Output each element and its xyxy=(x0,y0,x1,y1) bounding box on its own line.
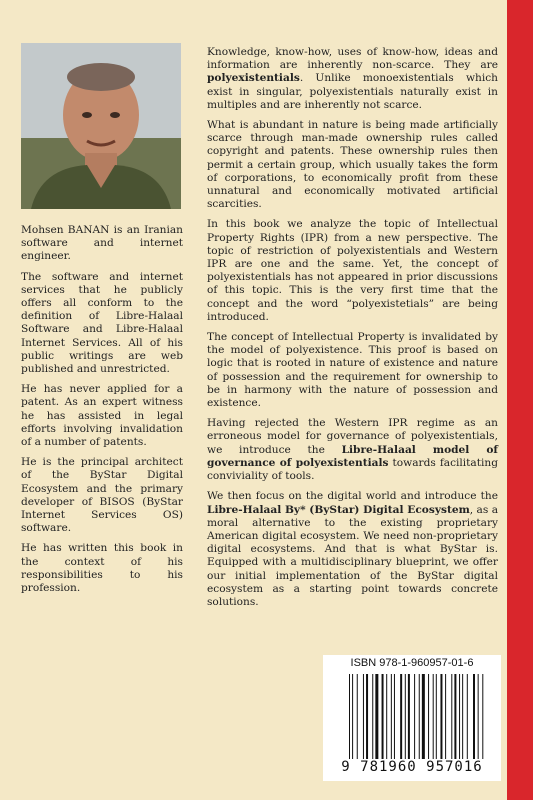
author-bio xyxy=(21,224,183,602)
bio-paragraph: He has written this book in the context of his responsibilities to his profession. xyxy=(21,542,183,595)
barcode-bar xyxy=(436,674,437,759)
blurb-paragraph: Knowledge, know-how, uses of know-how, ideas and information are inherently non-scarce. They are polyexistentials. Unlike monoexistentials which exist in singular, polyexistentials naturally exist in multiples and are inherently not scarce. xyxy=(207,46,498,111)
bio-paragraph: He is the principal architect of the ByStar Digital Ecosystem and the primary developer of BISOS (ByStar Internet Services OS) software. xyxy=(21,456,183,535)
barcode-bar xyxy=(349,674,350,759)
bio-paragraph: The software and internet services that he publicly offers all conform to the definition of Libre-Halaal Software and Libre-Halaal Internet Services. All of his public writings are web published and unrestricted. xyxy=(21,270,183,376)
barcode-bar xyxy=(467,674,468,759)
barcode-bar xyxy=(357,674,358,759)
isbn-barcode-box xyxy=(323,655,501,781)
book-blurb xyxy=(207,46,498,616)
author-portrait-icon xyxy=(21,43,181,209)
barcode-bar xyxy=(386,674,387,759)
barcode-bar xyxy=(454,674,456,759)
blurb-paragraph: What is abundant in nature is being made artificially scarce through man-made ownership rules called copyright and patents. These ownership rules then permit a certain group, which usually takes the form of corporations, to economically profit from these unnatural and economically motivated artificial scarcities. xyxy=(207,119,498,211)
barcode-bar xyxy=(372,674,373,759)
barcode-bar xyxy=(459,674,460,759)
barcode-icon xyxy=(347,674,487,759)
barcode-bar xyxy=(394,674,395,759)
barcode-bar xyxy=(451,674,452,759)
barcode-bar xyxy=(382,674,384,759)
author-photo xyxy=(21,43,181,209)
bio-paragraph: Mohsen BANAN is an Iranian software and internet engineer. xyxy=(21,224,183,263)
barcode-bar xyxy=(366,674,368,759)
barcode-bar xyxy=(433,674,434,759)
barcode-bar xyxy=(478,674,479,759)
barcode-digits: 9 781960 957016 xyxy=(341,759,483,775)
barcode-bar xyxy=(482,674,483,759)
blurb-paragraph: In this book we analyze the topic of Intellectual Property Rights (IPR) from a new perspective. The topic of restriction of polyexistentials and Western IPR are one and the same. Yet, the concept of polyexistentials has not appeared in prior discussions of this topic. This is the very first time that the concept and the word “polyexistetials” are being introduced. xyxy=(207,218,498,323)
barcode-bar xyxy=(422,674,425,759)
barcode-bar xyxy=(473,674,475,759)
barcode-bar xyxy=(352,674,353,759)
barcode-bar xyxy=(391,674,392,759)
blurb-paragraph: We then focus on the digital world and introduce the Libre-Halaal By* (ByStar) Digital Ecosystem, as a moral alternative to the existing proprietary American digital ecosystem. We need non-proprietary digital ecosystems. And that is what ByStar is. Equipped with a multidisciplinary blueprint, we offer our initial implementation of the ByStar digital ecosystem as a starting point towards concrete solutions. xyxy=(207,490,499,608)
barcode-bar xyxy=(428,674,429,759)
barcode-bar xyxy=(405,674,406,759)
barcode-bar xyxy=(419,674,420,759)
barcode-bar xyxy=(400,674,402,759)
barcode-bar xyxy=(408,674,410,759)
barcode-bar xyxy=(414,674,415,759)
bio-paragraph: He has never applied for a patent. As an expert witness he has assisted in legal efforts involving invalidation of a number of patents. xyxy=(21,383,183,449)
barcode-bar xyxy=(440,674,442,759)
spine-edge xyxy=(507,0,533,800)
blurb-paragraph: Having rejected the Western IPR regime as an erroneous model for governance of polyexistentials, we introduce the Libre-Halaal model of governance of polyexistentials towards facilitating conviviality of tools. xyxy=(207,417,498,483)
barcode-bar xyxy=(445,674,446,759)
barcode-bar xyxy=(375,674,378,759)
isbn-label: ISBN 978-1-960957-01-6 xyxy=(350,657,474,669)
barcode-bar xyxy=(363,674,364,759)
barcode-bar xyxy=(462,674,463,759)
blurb-paragraph: The concept of Intellectual Property is invalidated by the model of polyexistence. This proof is based on logic that is rooted in nature of existence and nature of possession and the requirement for ownership to be in harmony with the nature of possession and existence. xyxy=(207,331,498,410)
